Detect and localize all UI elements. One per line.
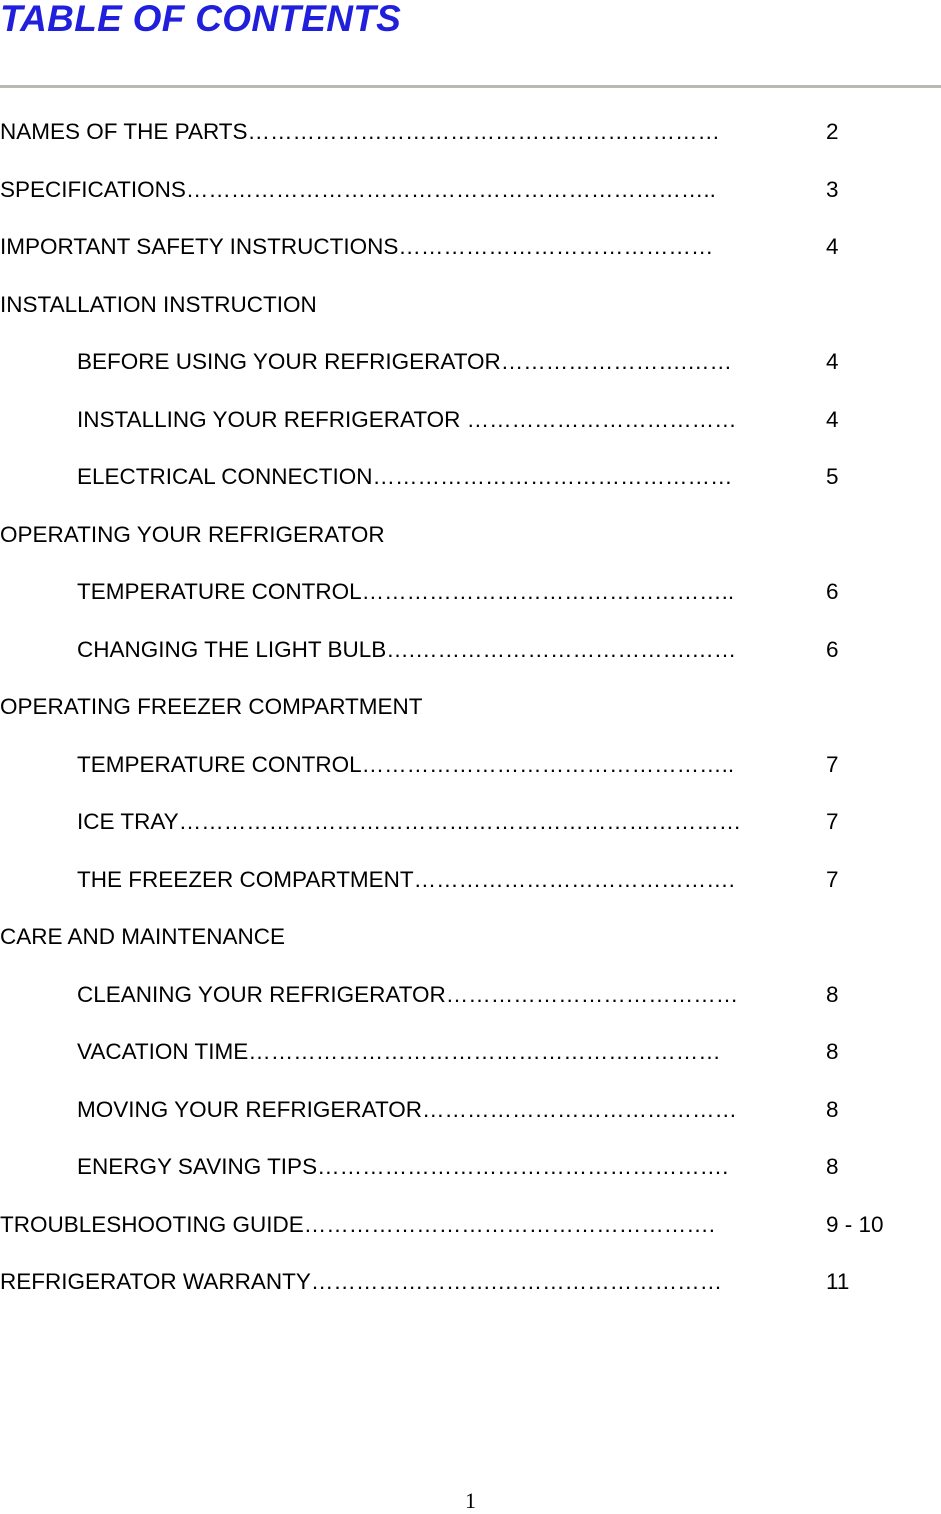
toc-entry-label: MOVING YOUR REFRIGERATOR…………………………………… <box>77 1096 738 1122</box>
page-title: TABLE OF CONTENTS <box>0 0 402 39</box>
page-number: 1 <box>465 1488 476 1513</box>
toc-entry-label: VACATION TIME……………………………………………………… <box>77 1039 721 1064</box>
toc-entry-page-number: 7 <box>826 809 839 834</box>
toc-entry-label: CARE AND MAINTENANCE <box>0 924 286 949</box>
toc-entry-label: TROUBLESHOOTING GUIDE………………………………………………. <box>0 1211 716 1237</box>
toc-entry-label: TEMPERATURE CONTROL………………………………………….. <box>77 579 735 604</box>
toc-entry-label: ENERGY SAVING TIPS………………………………………………. <box>77 1154 729 1179</box>
toc-entry-label: CHANGING THE LIGHT BULB….……………………………….…… <box>77 636 737 662</box>
toc-entry-label: OPERATING FREEZER COMPARTMENT <box>0 694 423 719</box>
toc-entry-label: REFRIGERATOR WARRANTY…………………….………………………… <box>0 1269 723 1294</box>
toc-entry-page-number: 5 <box>826 464 839 489</box>
toc-entry-page-number: 7 <box>826 751 839 777</box>
toc-entry-page-number: 6 <box>826 579 839 604</box>
toc-entry-page-number: 7 <box>826 866 839 892</box>
toc-entry-page-number: 6 <box>826 636 839 662</box>
toc-entry-label: OPERATING YOUR REFRIGERATOR <box>0 521 385 547</box>
toc-entry-label: THE FREEZER COMPARTMENT……………………………………. <box>77 866 735 892</box>
toc-entry-page-number: 11 <box>826 1269 850 1294</box>
toc-entry-label: CLEANING YOUR REFRIGERATOR………………………………… <box>77 981 739 1007</box>
toc-entry-label: TEMPERATURE CONTROL………………………………………….. <box>77 751 735 777</box>
toc-entry-label: NAMES OF THE PARTS……………………………………………………… <box>0 119 721 144</box>
toc-entry-page-number: 9 - 10 <box>826 1211 884 1237</box>
toc-entry-label: BEFORE USING YOUR REFRIGERATOR…………………….…… <box>77 349 733 374</box>
toc-entry-page-number: 2 <box>826 119 839 144</box>
toc-entry-label: INSTALLING YOUR REFRIGERATOR ……………………………… <box>77 406 737 432</box>
toc-entry-page-number: 3 <box>826 176 839 202</box>
toc-entry-page-number: 8 <box>826 1154 839 1179</box>
toc-entry-label: ELECTRICAL CONNECTION………………………………………… <box>77 464 733 489</box>
toc-entry-label: INSTALLATION INSTRUCTION <box>0 291 317 317</box>
toc-entry-page-number: 4 <box>826 349 839 374</box>
toc-entry-page-number: 8 <box>826 1039 839 1064</box>
toc-entry-page-number: 8 <box>826 1096 839 1122</box>
toc-entry-label: IMPORTANT SAFETY INSTRUCTIONS…………………………………… <box>0 234 714 259</box>
toc-entry-page-number: 4 <box>826 234 839 259</box>
toc-entry-label: ICE TRAY………………………………………………………………… <box>77 809 742 834</box>
toc-entry-label: SPECIFICATIONS…………………………………………………………….. <box>0 176 716 202</box>
toc-entry-page-number: 4 <box>826 406 839 432</box>
toc-entry-page-number: 8 <box>826 981 839 1007</box>
